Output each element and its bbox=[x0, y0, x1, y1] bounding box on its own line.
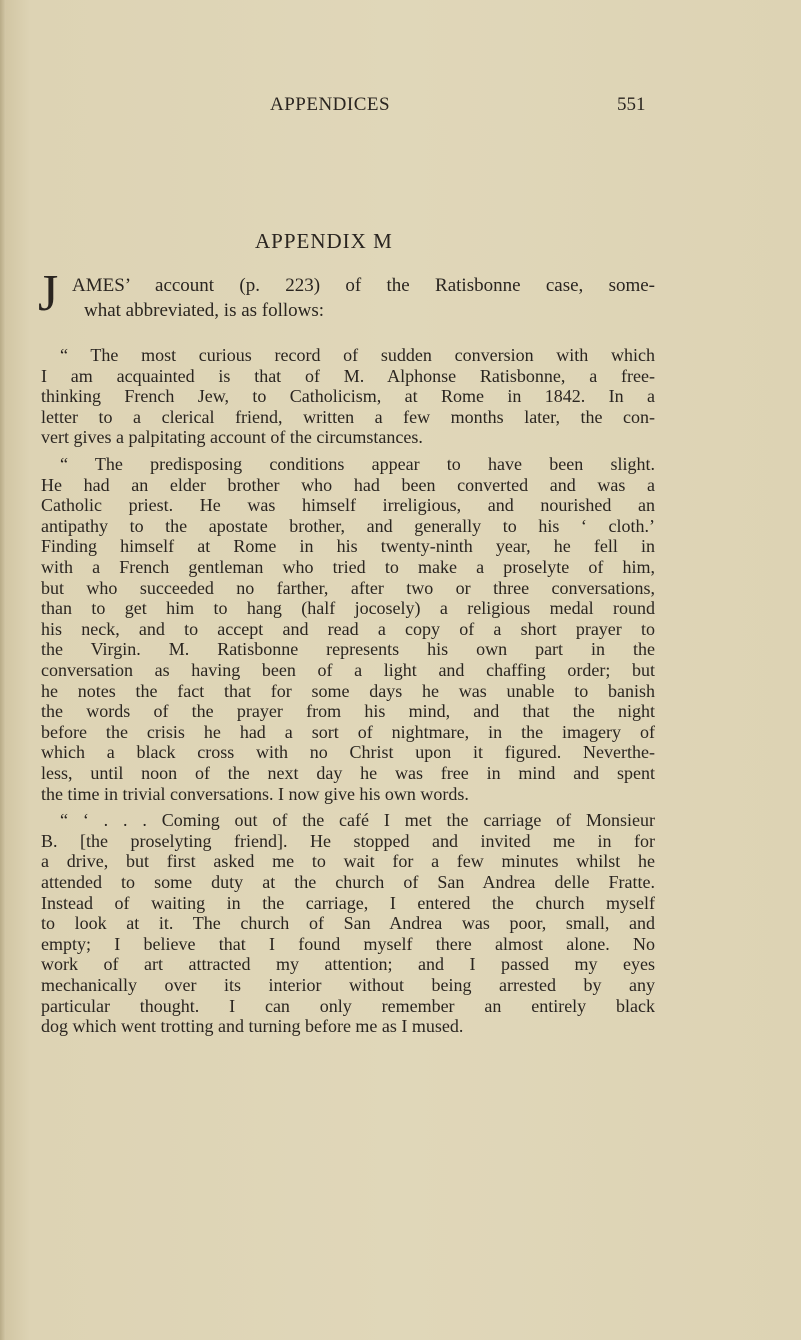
paragraph-line: his neck, and to accept and read a copy of a short prayer to bbox=[41, 618, 655, 639]
section-title: APPENDIX M bbox=[255, 229, 393, 253]
paragraph-line: letter to a clerical friend, written a few months later, the con- bbox=[41, 406, 655, 427]
paragraph-line: with a French gentleman who tried to make a proselyte of him, bbox=[41, 557, 655, 577]
paragraph-line: Finding himself at Rome in his twenty-ninth year, he fell in bbox=[41, 536, 655, 557]
paragraph-line: before the crisis he had a sort of nightmare, in the imagery of bbox=[41, 721, 655, 742]
paragraph-line: B. [the proselyting friend]. He stopped and invited me in for bbox=[41, 830, 655, 851]
paragraph-line: conversation as having been of a light and chaffing order; but bbox=[41, 660, 655, 680]
intro-line: what abbreviated, is as follows: bbox=[84, 300, 325, 321]
paragraph-line: less, until noon of the next day he was free in mind and spent bbox=[41, 763, 655, 783]
paragraph-line: He had an elder brother who had been converted and was a bbox=[41, 474, 655, 495]
paragraph-line: empty; I believe that I found myself there almost alone. No bbox=[41, 933, 655, 954]
page-number: 551 bbox=[617, 94, 646, 115]
paragraph-line: than to get him to hang (half jocosely) a religious medal round bbox=[41, 598, 655, 619]
page-binding-edge bbox=[0, 0, 6, 1340]
paragraph-line: to look at it. The church of San Andrea was poor, small, and bbox=[41, 913, 655, 934]
drop-cap: J bbox=[38, 265, 59, 322]
paragraph-line: dog which went trotting and turning before me as I mused. bbox=[41, 1016, 464, 1037]
paragraph-line: which a black cross with no Christ upon it figured. Neverthe- bbox=[41, 742, 655, 763]
paragraph-line: work of art attracted my attention; and I passed my eyes bbox=[41, 954, 655, 975]
paragraph-line: I am acquainted is that of M. Alphonse Ratisbonne, a free- bbox=[41, 365, 655, 386]
paragraph-line: “ The predisposing conditions appear to have been slight. bbox=[60, 454, 655, 474]
paragraph-line: a drive, but first asked me to wait for a few minutes whilst he bbox=[41, 851, 655, 872]
paragraph-line: Catholic priest. He was himself irreligious, and nourished an bbox=[41, 495, 655, 516]
paragraph-line: particular thought. I can only remember an entirely black bbox=[41, 995, 655, 1016]
paragraph-line: the words of the prayer from his mind, and that the night bbox=[41, 701, 655, 722]
paragraph-line: the Virgin. M. Ratisbonne represents his own part in the bbox=[41, 639, 655, 660]
paragraph-line: but who succeeded no farther, after two or three conversations, bbox=[41, 577, 655, 598]
paragraph-line: Instead of waiting in the carriage, I entered the church myself bbox=[41, 892, 655, 913]
intro-line: AMES’ account (p. 223) of the Ratisbonne case, some- bbox=[72, 275, 655, 296]
paragraph-line: the time in trivial conversations. I now give his own words. bbox=[41, 783, 469, 804]
paragraph-line: mechanically over its interior without being arrested by any bbox=[41, 975, 655, 995]
paragraph-line: “ The most curious record of sudden conversion with which bbox=[60, 345, 655, 365]
paragraph-line: thinking French Jew, to Catholicism, at Rome in 1842. In a bbox=[41, 386, 655, 407]
paragraph-line: he notes the fact that for some days he was unable to banish bbox=[41, 680, 655, 701]
paragraph-line: attended to some duty at the church of San Andrea delle Fratte. bbox=[41, 872, 655, 892]
paragraph-line: vert gives a palpitating account of the circumstances. bbox=[41, 427, 423, 448]
running-header-title: APPENDICES bbox=[270, 94, 391, 115]
paragraph-line: “ ‘ . . . Coming out of the café I met the carriage of Monsieur bbox=[60, 810, 655, 831]
paragraph-line: antipathy to the apostate brother, and generally to his ‘ cloth.’ bbox=[41, 515, 655, 536]
